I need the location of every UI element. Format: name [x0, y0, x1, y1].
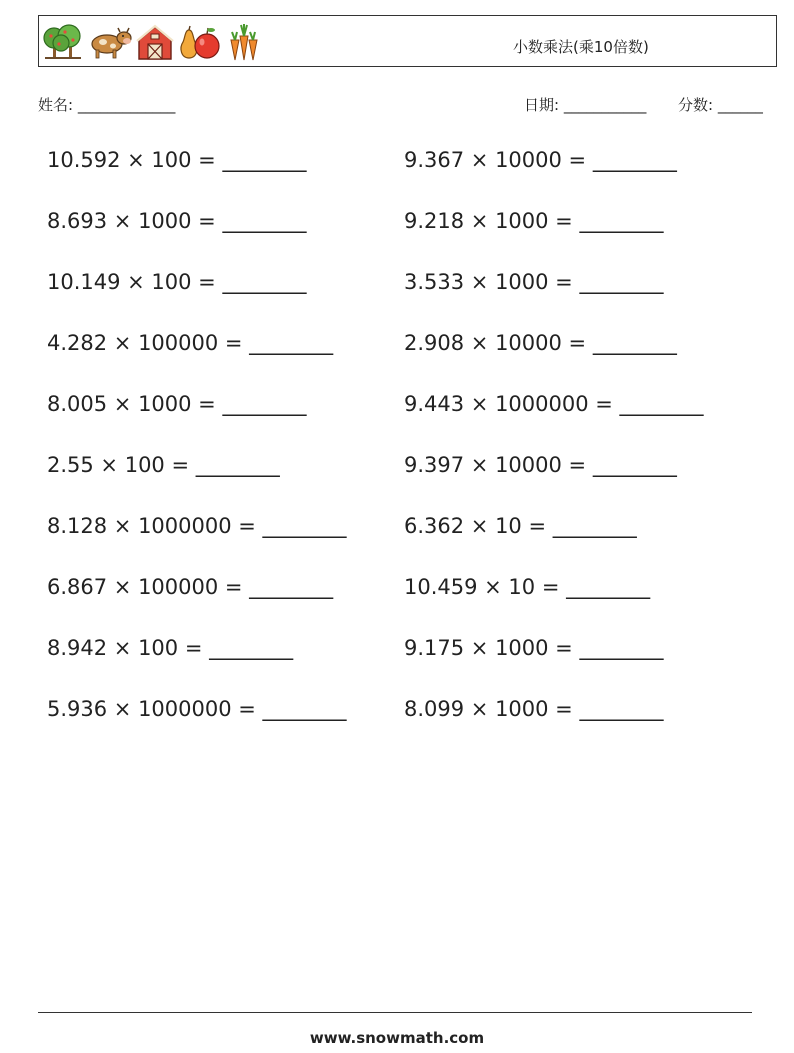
problem-item: 10.592 × 100 = ________: [47, 148, 307, 172]
problem-item: 4.282 × 100000 = ________: [47, 331, 334, 355]
problem-item: 8.005 × 1000 = ________: [47, 392, 307, 416]
date-field: 日期: ___________: [524, 96, 647, 114]
footer-url: www.snowmath.com: [309, 1029, 485, 1047]
header-icons: [41, 20, 263, 64]
barn-icon: [135, 22, 175, 62]
problem-item: 2.55 × 100 = ________: [47, 453, 280, 477]
footer-divider: [38, 1012, 752, 1013]
problem-item: 10.459 × 10 = ________: [404, 575, 651, 599]
problem-item: 3.533 × 1000 = ________: [404, 270, 664, 294]
cow-icon: [87, 22, 133, 62]
problem-item: 5.936 × 1000000 = ________: [47, 697, 347, 721]
carrots-icon: [223, 22, 263, 62]
worksheet-header: [38, 15, 777, 67]
problem-item: 9.218 × 1000 = ________: [404, 209, 664, 233]
problem-item: 2.908 × 10000 = ________: [404, 331, 677, 355]
problem-item: 8.693 × 1000 = ________: [47, 209, 307, 233]
problem-item: 8.099 × 1000 = ________: [404, 697, 664, 721]
problem-item: 9.367 × 10000 = ________: [404, 148, 677, 172]
problem-item: 9.175 × 1000 = ________: [404, 636, 664, 660]
score-field: 分数: ______: [678, 96, 763, 114]
pear-apple-icon: [177, 22, 221, 62]
problem-item: 10.149 × 100 = ________: [47, 270, 307, 294]
problem-item: 6.867 × 100000 = ________: [47, 575, 334, 599]
problem-item: 9.443 × 1000000 = ________: [404, 392, 704, 416]
problem-item: 6.362 × 10 = ________: [404, 514, 637, 538]
problem-item: 8.942 × 100 = ________: [47, 636, 294, 660]
problem-item: 9.397 × 10000 = ________: [404, 453, 677, 477]
tree-icon: [41, 22, 85, 62]
problem-item: 8.128 × 1000000 = ________: [47, 514, 347, 538]
worksheet-title: 小数乘法(乘10倍数): [513, 38, 649, 56]
name-field: 姓名: _____________: [38, 96, 176, 114]
